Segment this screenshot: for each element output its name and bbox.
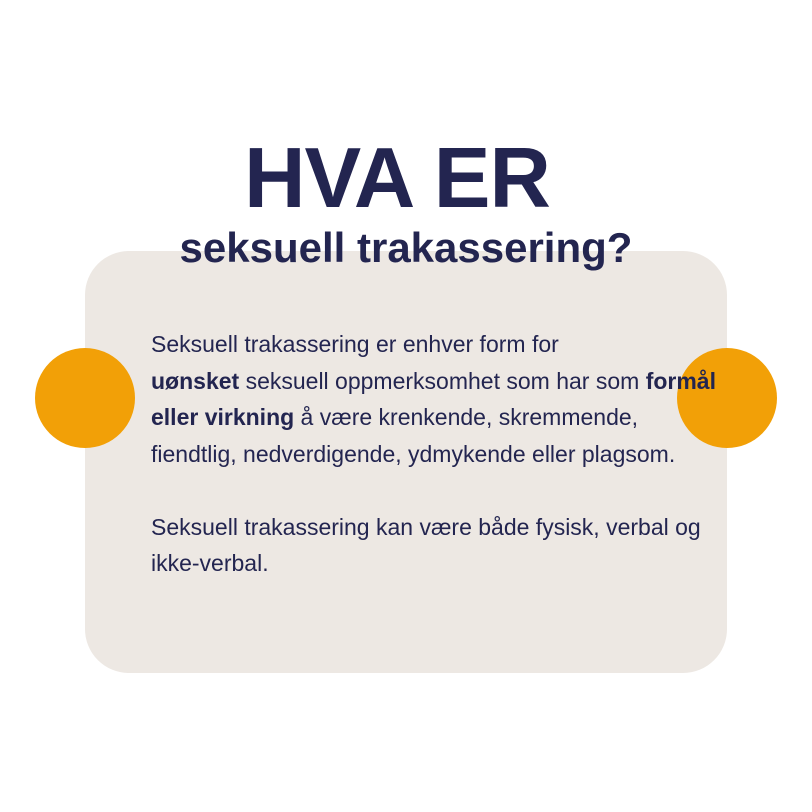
- definition-text-2: seksuell oppmerksomhet som har som: [239, 367, 646, 394]
- definition-text: [151, 326, 721, 582]
- emphasis-unwanted: uønsket: [151, 367, 240, 394]
- page-title: HVA ER: [244, 131, 550, 226]
- page-subtitle: seksuell trakassering?: [179, 224, 633, 271]
- emphasis-purpose-effect: formål eller virkning: [151, 367, 716, 430]
- definition-text-1: Seksuell trakassering er enhver form for: [151, 331, 559, 357]
- orange-circle-left: [35, 348, 135, 448]
- forms-paragraph: Seksuell trakassering kan være både fysisk, verbal og ikke-verbal.: [151, 513, 701, 576]
- definition-paragraph: [151, 326, 721, 472]
- definition-text-3: å være krenkende, skremmende, fiendtlig, nedverdigende, ydmykende eller plagsom.: [151, 404, 676, 467]
